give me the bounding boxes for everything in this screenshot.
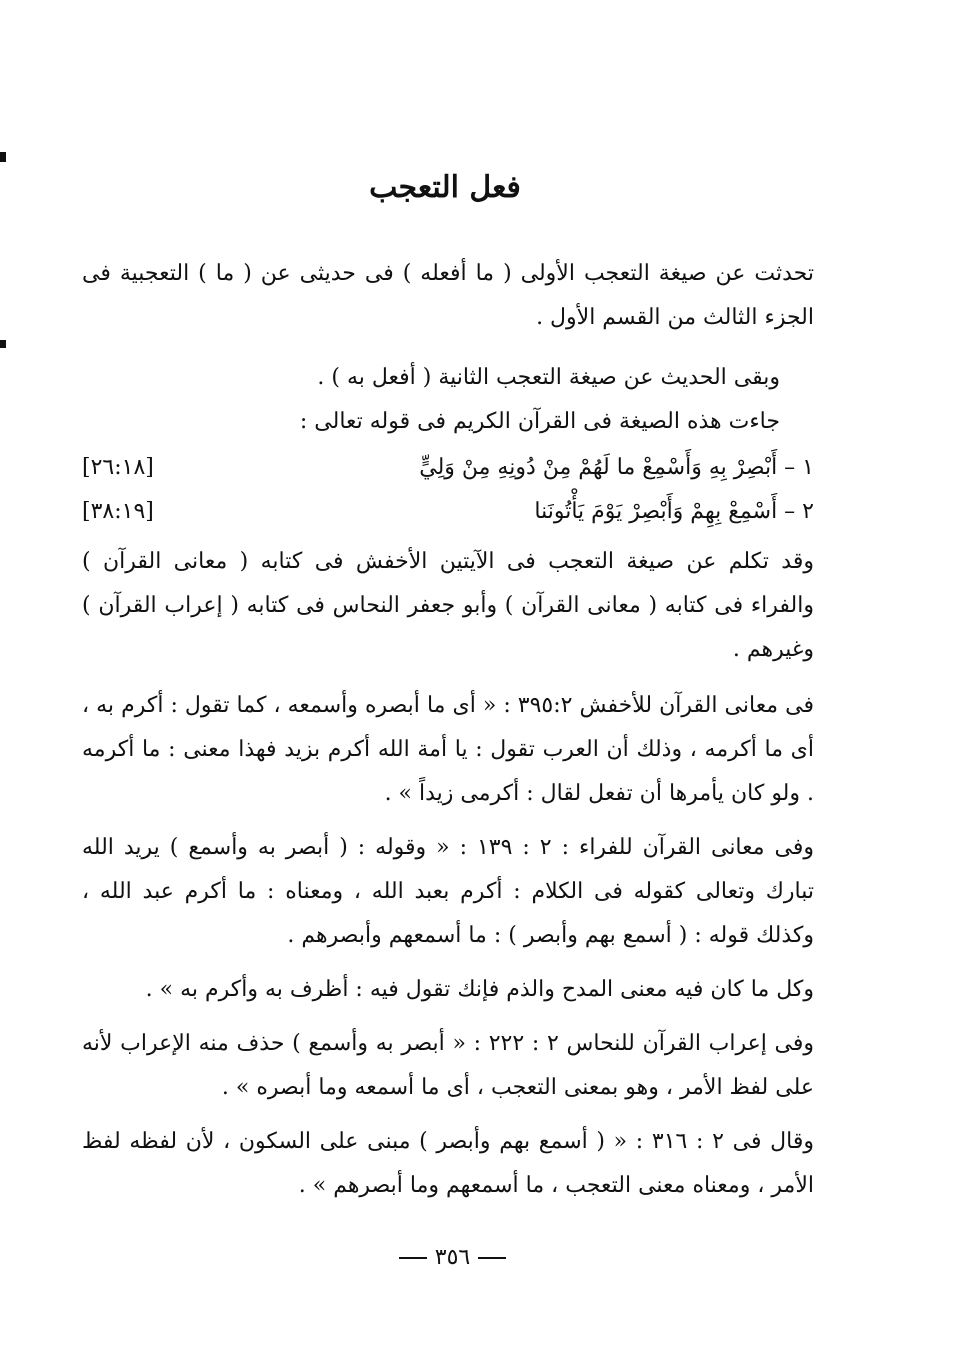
verse-text: ١ – أَبْصِرْ بِهِ وَأَسْمِعْ ما لَهُمْ مِنْ دُونِهِ مِنْ وَلِيٍّ: [419, 455, 814, 480]
verse-row-1: [82, 446, 814, 490]
verse-reference: [٢٦:١٨]: [82, 455, 154, 480]
paragraph-5: فى معانى القرآن للأخفش ٣٩٥:٢ : « أى ما أبصره وأسمعه ، كما تقول : أكرم به ، أى ما أكرمه ، وذلك أن العرب تقول : يا أمة الله أكرم بزيد فهذا معنى : ما أكرمه . ولو كان يأمرها أن تفعل لقال : أكرمى زيداً » .: [82, 693, 814, 806]
verse-row-2: [82, 490, 814, 534]
paragraph-9: وقال فى ٢ : ٣١٦ : « ( أسمع بهم وأبصر ) مبنى على السكون ، لأن لفظه لفظ الأمر ، ومعناه معنى التعجب ، ما أسمعهم وما أبصرهم » .: [82, 1129, 814, 1198]
paragraph-6: وفى معانى القرآن للفراء : ٢ : ١٣٩ : « وقوله : ( أبصر به وأسمع ) يريد الله تبارك وتعالى كقوله فى الكلام : أكرم بعبد الله ، ومعناه : ما أكرم عبد الله ، وكذلك قوله : ( أسمع بهم وأبصر ) : ما أسمعهم وأبصرهم .: [82, 835, 814, 948]
margin-mark: [0, 152, 6, 162]
margin-mark: [0, 340, 6, 348]
dash-left: [478, 1257, 506, 1259]
paragraph-4: وقد تكلم عن صيغة التعجب فى الآيتين الأخفش فى كتابه ( معانى القرآن ) والفراء فى كتابه ( معانى القرآن ) وأبو جعفر النحاس فى كتابه ( إعراب القرآن ) وغيرهم .: [82, 549, 814, 662]
paragraph-8: وفى إعراب القرآن للنحاس ٢ : ٢٢٢ : « أبصر به وأسمع ) حذف منه الإعراب لأنه على لفظ الأمر ، وهو بمعنى التعجب ، أى ما أسمعه وما أبصره » .: [82, 1031, 814, 1100]
paragraph-1: تحدثت عن صيغة التعجب الأولى ( ما أفعله ) فى حديثى عن ( ما ) التعجبية فى الجزء الثالث من القسم الأول .: [82, 261, 814, 330]
paragraph-3: جاءت هذه الصيغة فى القرآن الكريم فى قوله تعالى :: [299, 409, 780, 434]
paragraph-7: وكل ما كان فيه معنى المدح والذم فإنك تقول فيه : أظرف به وأكرم به » .: [145, 977, 814, 1002]
verse-reference: [٣٨:١٩]: [82, 499, 154, 524]
page-number: [0, 1245, 905, 1270]
dash-right: [399, 1257, 427, 1259]
page-number-value: ٣٥٦: [434, 1245, 471, 1270]
page-title: فعل التعجب: [369, 170, 521, 205]
paragraph-2: وبقى الحديث عن صيغة التعجب الثانية ( أفعل به ) .: [317, 365, 780, 390]
verse-text: ٢ – أَسْمِعْ بِهِمْ وَأَبْصِرْ يَوْمَ يَأْتُونَنا: [534, 499, 814, 524]
